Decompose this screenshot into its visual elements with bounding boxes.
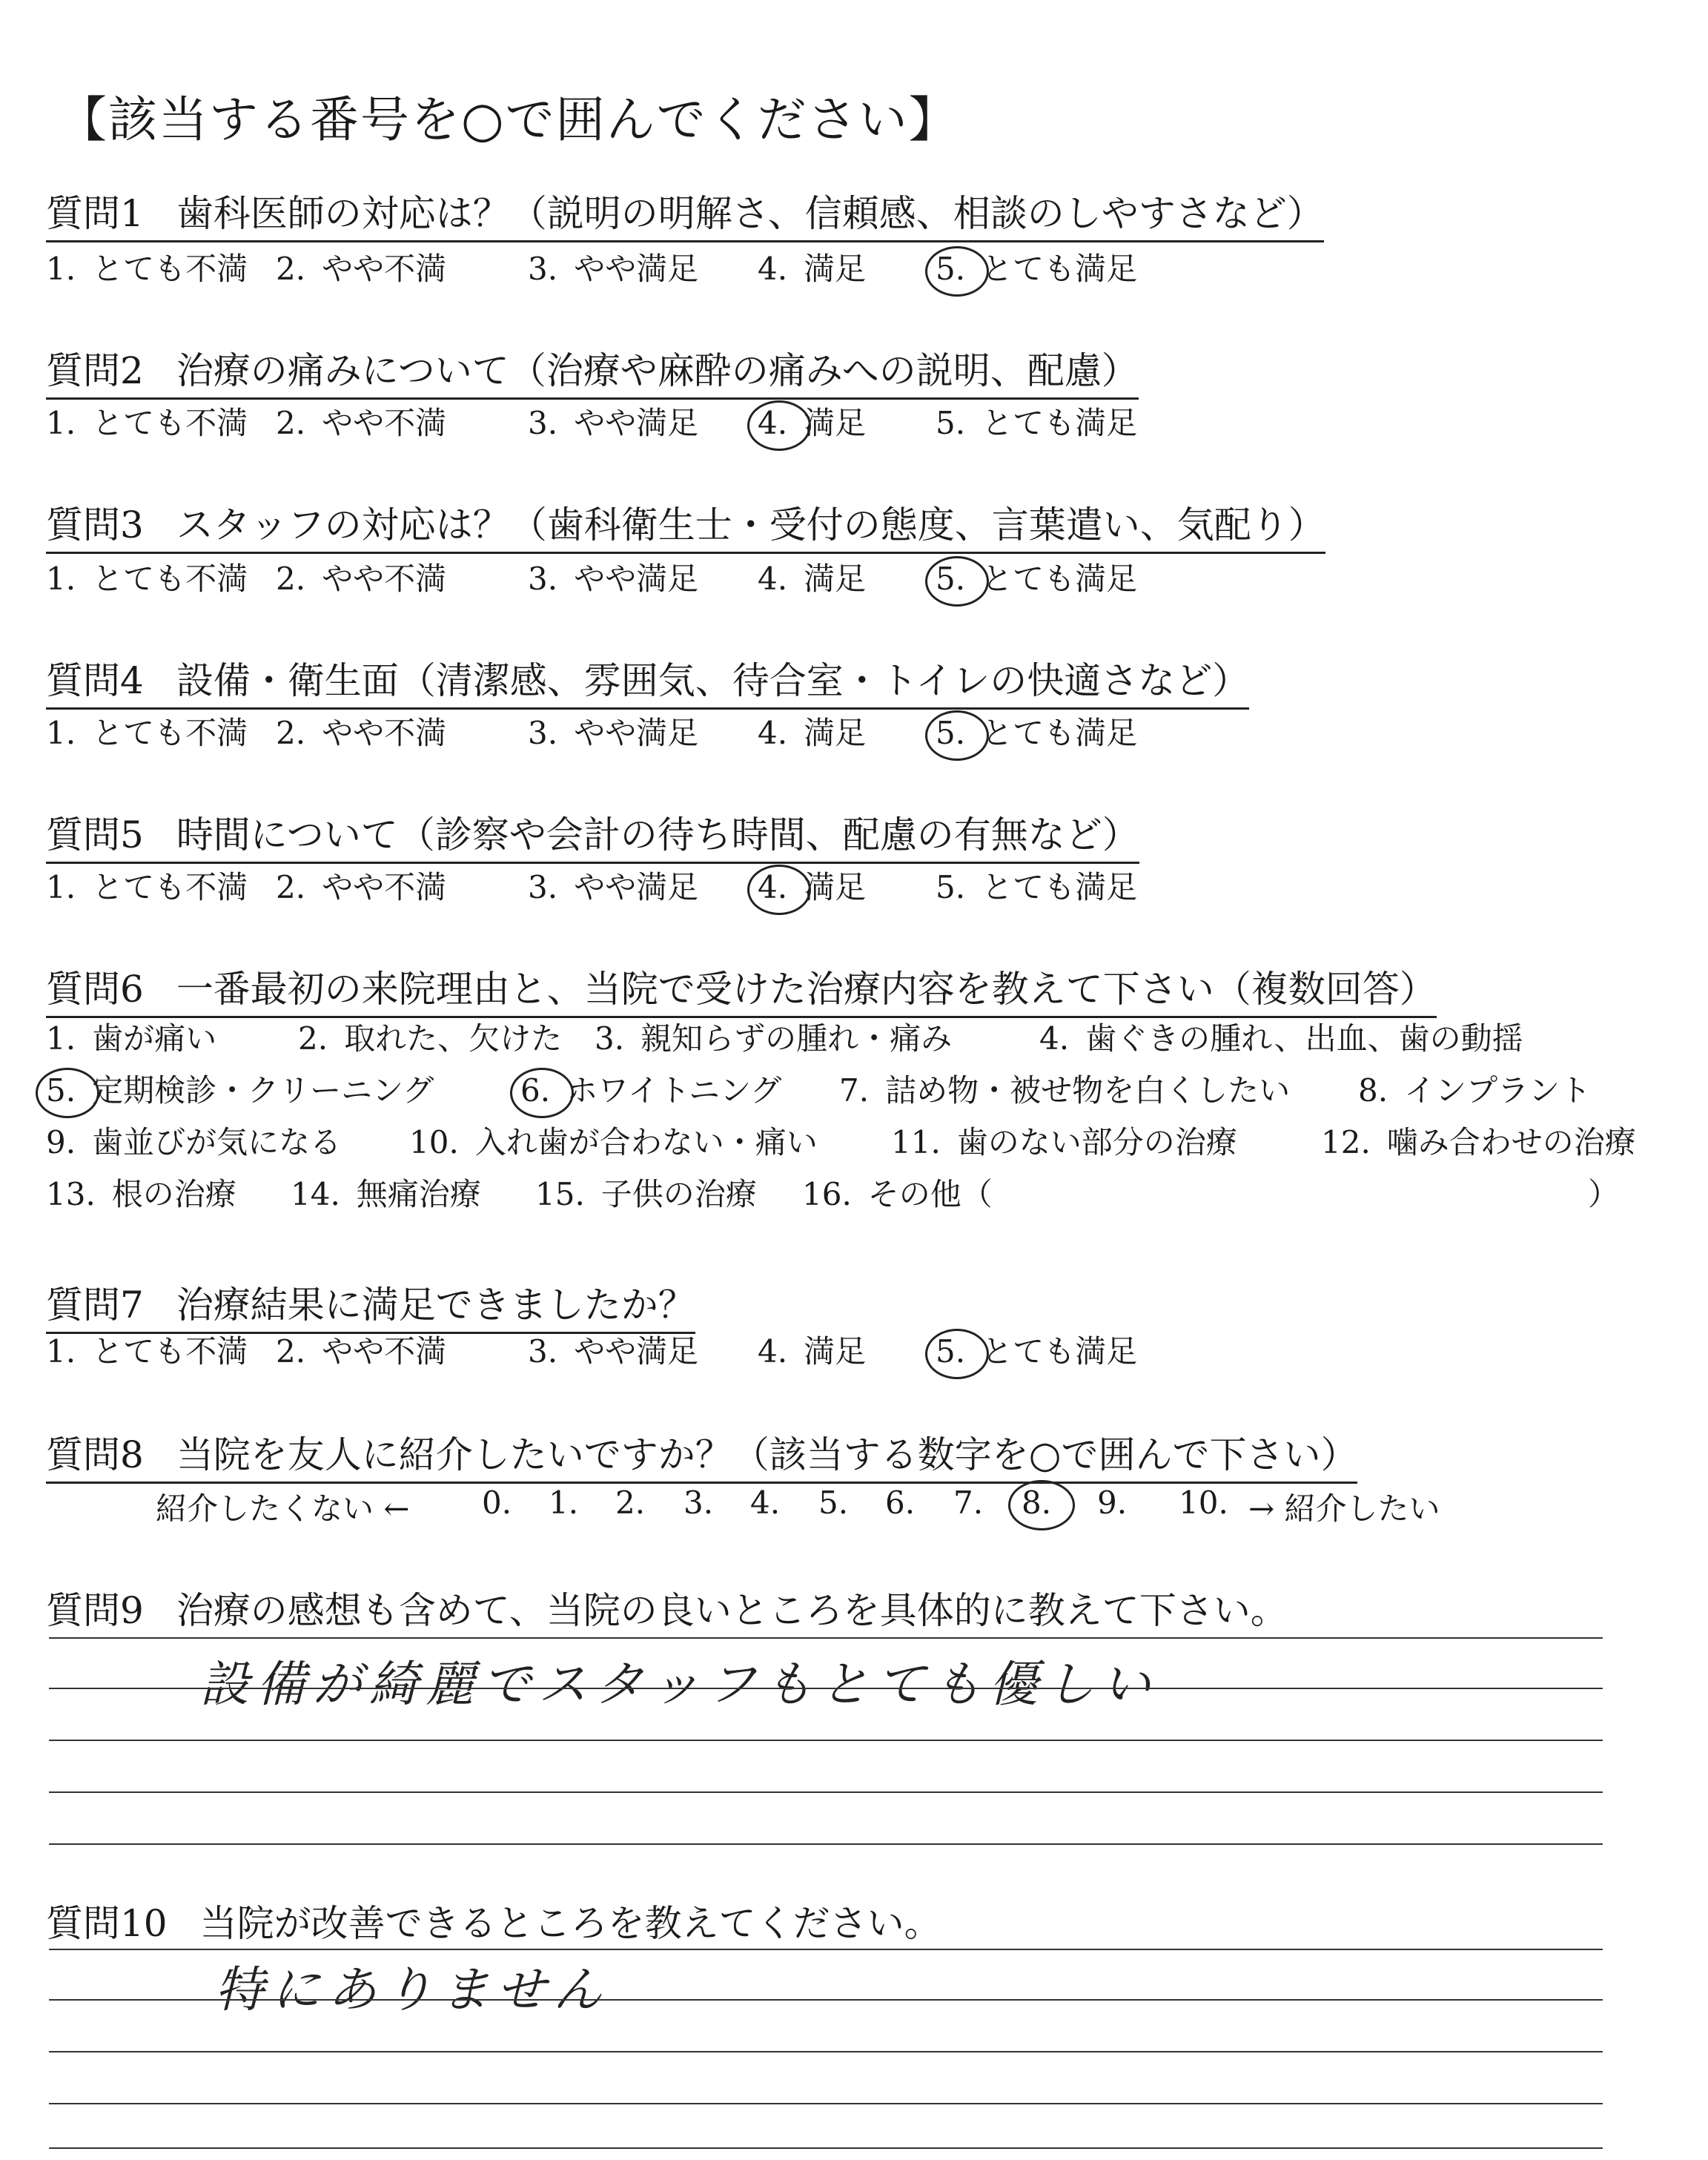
option-number: 7.	[839, 1072, 870, 1109]
answer-line	[49, 1637, 1603, 1639]
option-number: 3.	[528, 405, 558, 441]
scale-value[interactable]: 9.	[1097, 1484, 1128, 1521]
answer-option[interactable]	[528, 245, 698, 289]
answer-line	[49, 1740, 1603, 1741]
option-number: 2.	[276, 251, 306, 287]
question-number: 質問9	[46, 1589, 144, 1632]
question-number: 質問1	[46, 192, 144, 235]
question-text: 時間について（診察や会計の待ち時間、配慮の有無など）	[176, 813, 1139, 856]
option-label: やや満足	[574, 251, 699, 287]
answer-option[interactable]	[46, 1170, 236, 1215]
answer-option[interactable]	[276, 555, 446, 599]
question-number: 質問3	[46, 503, 144, 546]
option-label: やや満足	[574, 715, 699, 751]
question-5-heading	[46, 805, 1139, 864]
answer-option[interactable]	[298, 1014, 562, 1059]
scale-left-label: 紹介したくない ←	[156, 1490, 410, 1527]
handwritten-answer-10: 特にありません	[215, 1961, 609, 2018]
question-text: 治療結果に満足できましたか？	[176, 1284, 695, 1327]
option-number: 5.	[936, 715, 966, 751]
option-row	[46, 1170, 1662, 1215]
option-label: とても不満	[92, 715, 248, 751]
answer-option[interactable]	[276, 399, 446, 443]
option-label: やや不満	[322, 869, 447, 905]
option-label: とても不満	[92, 1333, 248, 1370]
answer-line	[49, 1791, 1603, 1793]
option-number: 5.	[936, 1333, 966, 1370]
question-10-heading	[46, 1894, 941, 1950]
option-number: 5.	[46, 1072, 76, 1109]
answer-option[interactable]	[46, 399, 248, 443]
answer-option[interactable]	[528, 1327, 698, 1372]
answer-option[interactable]	[758, 863, 866, 908]
option-label: 噛み合わせの治療	[1386, 1124, 1636, 1160]
answer-option[interactable]	[46, 1014, 216, 1059]
answer-option[interactable]	[802, 1170, 993, 1215]
option-label: 満足	[804, 405, 867, 441]
option-label: 取れた、欠けた	[344, 1020, 563, 1057]
answer-option[interactable]	[758, 709, 866, 753]
option-label: やや不満	[322, 715, 447, 751]
question-3-options	[46, 555, 1158, 599]
question-number: 質問5	[46, 813, 144, 856]
answer-option[interactable]	[936, 709, 1137, 753]
scale-value[interactable]: 10.	[1179, 1484, 1228, 1521]
scale-value[interactable]: 8.	[1022, 1484, 1052, 1521]
answer-option[interactable]	[46, 1327, 248, 1372]
option-label: 歯が痛い	[92, 1020, 217, 1057]
answer-option[interactable]	[46, 709, 248, 753]
option-number: 2.	[276, 715, 306, 751]
option-number: 1.	[46, 251, 76, 287]
question-4-heading	[46, 651, 1249, 710]
option-label: とても満足	[982, 1333, 1138, 1370]
option-number: 10.	[409, 1124, 459, 1160]
option-label: 無痛治療	[356, 1176, 481, 1212]
answer-option[interactable]	[276, 709, 446, 753]
answer-option[interactable]	[936, 555, 1137, 599]
option-number: 16.	[802, 1176, 852, 1212]
option-number: 15.	[535, 1176, 585, 1212]
answer-option[interactable]	[1039, 1014, 1523, 1059]
answer-option[interactable]	[46, 863, 248, 908]
option-label: やや不満	[322, 251, 447, 287]
question-text: 治療の感想も含めて、当院の良いところを具体的に教えて下さい。	[176, 1589, 1288, 1632]
question-5-options	[46, 863, 1158, 908]
option-number: 8.	[1358, 1072, 1388, 1109]
scale-value[interactable]: 1.	[549, 1484, 579, 1521]
question-number: 質問7	[46, 1284, 144, 1327]
option-label: その他（	[867, 1176, 993, 1212]
option-number: 4.	[758, 1333, 788, 1370]
option-number: 1.	[46, 405, 76, 441]
question-text: 当院が改善できるところを教えてください。	[199, 1902, 941, 1945]
answer-option[interactable]	[936, 863, 1137, 908]
scale-value[interactable]: 7.	[953, 1484, 984, 1521]
answer-option[interactable]	[528, 863, 698, 908]
option-label: とても不満	[92, 251, 248, 287]
option-number: 2.	[276, 405, 306, 441]
option-label: インプラント	[1404, 1072, 1592, 1109]
scale-value[interactable]: 0.	[482, 1484, 512, 1521]
option-label: 定期検診・クリーニング	[92, 1072, 434, 1109]
answer-option[interactable]	[276, 863, 446, 908]
answer-line	[49, 1999, 1603, 2001]
answer-option[interactable]	[595, 1014, 952, 1059]
option-label: 根の治療	[111, 1176, 236, 1212]
question-number: 質問4	[46, 659, 144, 702]
question-text: 当院を友人に紹介したいですか？（該当する数字を○で囲んで下さい）	[176, 1433, 1358, 1476]
question-number: 質問6	[46, 968, 144, 1011]
question-number: 質問2	[46, 349, 144, 392]
option-number: 2.	[298, 1020, 328, 1057]
answer-line	[49, 2051, 1603, 2052]
option-number: 13.	[46, 1176, 96, 1212]
option-label: とても満足	[982, 869, 1138, 905]
option-number: 4.	[758, 561, 788, 597]
question-2-options	[46, 399, 1158, 443]
question-6-options	[46, 1014, 1662, 1222]
question-text: スタッフの対応は？（歯科衛生士・受付の態度、言葉遣い、気配り）	[176, 503, 1325, 546]
recommend-scale	[156, 1484, 1490, 1529]
option-number: 5.	[936, 561, 966, 597]
option-label: とても満足	[982, 251, 1138, 287]
answer-option[interactable]	[1321, 1118, 1636, 1163]
answer-line	[49, 2103, 1603, 2104]
option-number: 1.	[46, 561, 76, 597]
page-title: 【該当する番号を○で囲んでください】	[58, 91, 959, 148]
option-label: 満足	[804, 869, 867, 905]
option-number: 5.	[936, 251, 966, 287]
option-label: とても不満	[92, 405, 248, 441]
answer-option[interactable]	[409, 1118, 818, 1163]
answer-option[interactable]	[758, 555, 866, 599]
answer-line	[49, 1688, 1603, 1689]
option-number: 4.	[758, 715, 788, 751]
answer-option[interactable]	[46, 1066, 434, 1111]
option-number: 3.	[528, 561, 558, 597]
option-label: やや満足	[574, 405, 699, 441]
question-8-heading	[46, 1425, 1357, 1484]
answer-option[interactable]	[936, 1327, 1137, 1372]
question-text: 一番最初の来院理由と、当院で受けた治療内容を教えて下さい（複数回答）	[176, 968, 1437, 1011]
question-text: 治療の痛みについて（治療や麻酔の痛みへの説明、配慮）	[176, 349, 1139, 392]
option-number: 3.	[528, 715, 558, 751]
option-number: 9.	[46, 1124, 76, 1160]
option-number: 1.	[46, 715, 76, 751]
answer-option[interactable]	[528, 555, 698, 599]
answer-option[interactable]	[758, 245, 866, 289]
option-label: やや不満	[322, 1333, 447, 1370]
option-number: 1.	[46, 1333, 76, 1370]
option-label: やや不満	[322, 405, 447, 441]
option-label: 歯のない部分の治療	[956, 1124, 1237, 1160]
option-number: 1.	[46, 1020, 76, 1057]
answer-option[interactable]	[758, 399, 866, 443]
option-label: 満足	[804, 715, 867, 751]
answer-option[interactable]	[276, 245, 446, 289]
question-text: 設備・衛生面（清潔感、雰囲気、待合室・トイレの快適さなど）	[176, 659, 1250, 702]
option-number: 2.	[276, 1333, 306, 1370]
option-number: 5.	[936, 869, 966, 905]
question-1-options	[46, 245, 1158, 289]
option-label: 歯並びが気になる	[92, 1124, 342, 1160]
scale-value[interactable]: 2.	[615, 1484, 646, 1521]
option-label: 歯ぐきの腫れ、出血、歯の動揺	[1085, 1020, 1523, 1057]
option-label: やや満足	[574, 869, 699, 905]
answer-option[interactable]	[46, 555, 248, 599]
question-number: 質問10	[46, 1902, 168, 1945]
option-label: とても満足	[982, 715, 1138, 751]
answer-line	[49, 1843, 1603, 1845]
option-number: 12.	[1321, 1124, 1371, 1160]
option-number: 5.	[936, 405, 966, 441]
handwritten-answer-9: 設備が綺麗でスタッフもとても優しい	[200, 1656, 1158, 1713]
option-number: 3.	[595, 1020, 625, 1057]
option-label: 入れ歯が合わない・痛い	[474, 1124, 818, 1160]
other-close-paren: ）	[1588, 1176, 1620, 1212]
answer-option[interactable]	[520, 1066, 781, 1111]
option-label: やや不満	[322, 561, 447, 597]
question-4-options	[46, 709, 1158, 753]
answer-option[interactable]	[46, 245, 248, 289]
option-label: 子供の治療	[600, 1176, 757, 1212]
answer-option[interactable]	[891, 1118, 1237, 1163]
answer-option[interactable]	[936, 399, 1137, 443]
option-label: 満足	[804, 561, 867, 597]
option-label: やや満足	[574, 1333, 699, 1370]
option-label: 満足	[804, 251, 867, 287]
option-number: 3.	[528, 1333, 558, 1370]
option-label: とても満足	[982, 405, 1138, 441]
question-2-heading	[46, 341, 1139, 400]
question-9-heading	[46, 1581, 1288, 1637]
scale-value[interactable]: 4.	[750, 1484, 781, 1521]
scale-value[interactable]: 5.	[818, 1484, 849, 1521]
option-number: 4.	[758, 251, 788, 287]
option-label: ホワイトニング	[566, 1072, 782, 1109]
option-number: 2.	[276, 561, 306, 597]
question-6-heading	[46, 960, 1437, 1018]
question-7-options	[46, 1327, 1158, 1372]
option-number: 14.	[291, 1176, 340, 1212]
option-label: やや満足	[574, 561, 699, 597]
option-label: 満足	[804, 1333, 867, 1370]
answer-option[interactable]	[276, 1327, 446, 1372]
option-label: とても満足	[982, 561, 1138, 597]
answer-option[interactable]	[46, 1118, 341, 1163]
option-number: 4.	[1039, 1020, 1070, 1057]
scale-value[interactable]: 3.	[683, 1484, 714, 1521]
option-row	[46, 1066, 1662, 1111]
question-number: 質問8	[46, 1433, 144, 1476]
answer-line	[49, 2147, 1603, 2149]
option-number: 1.	[46, 869, 76, 905]
option-number: 3.	[528, 251, 558, 287]
question-3-heading	[46, 495, 1325, 554]
answer-option[interactable]	[528, 399, 698, 443]
scale-right-label: → 紹介したい	[1248, 1490, 1440, 1527]
question-1-heading	[46, 184, 1324, 242]
answer-option[interactable]	[936, 245, 1137, 289]
question-7-heading	[46, 1275, 695, 1334]
option-label: とても不満	[92, 869, 248, 905]
option-number: 11.	[891, 1124, 941, 1160]
answer-option[interactable]	[1358, 1066, 1591, 1111]
option-label: 親知らずの腫れ・痛み	[640, 1020, 953, 1057]
option-label: とても不満	[92, 561, 248, 597]
option-number: 2.	[276, 869, 306, 905]
option-row	[46, 1118, 1662, 1163]
question-text: 歯科医師の対応は？（説明の明解さ、信頼感、相談のしやすさなど）	[176, 192, 1324, 235]
option-row	[46, 1014, 1662, 1059]
option-label: 詰め物・被せ物を白くしたい	[885, 1072, 1291, 1109]
scale-value[interactable]: 6.	[885, 1484, 916, 1521]
answer-option[interactable]	[528, 709, 698, 753]
answer-option[interactable]	[291, 1170, 481, 1215]
option-number: 4.	[758, 405, 788, 441]
answer-option[interactable]	[535, 1170, 757, 1215]
option-number: 6.	[520, 1072, 551, 1109]
option-number: 4.	[758, 869, 788, 905]
answer-option[interactable]	[758, 1327, 866, 1372]
answer-option[interactable]	[839, 1066, 1290, 1111]
option-number: 3.	[528, 869, 558, 905]
